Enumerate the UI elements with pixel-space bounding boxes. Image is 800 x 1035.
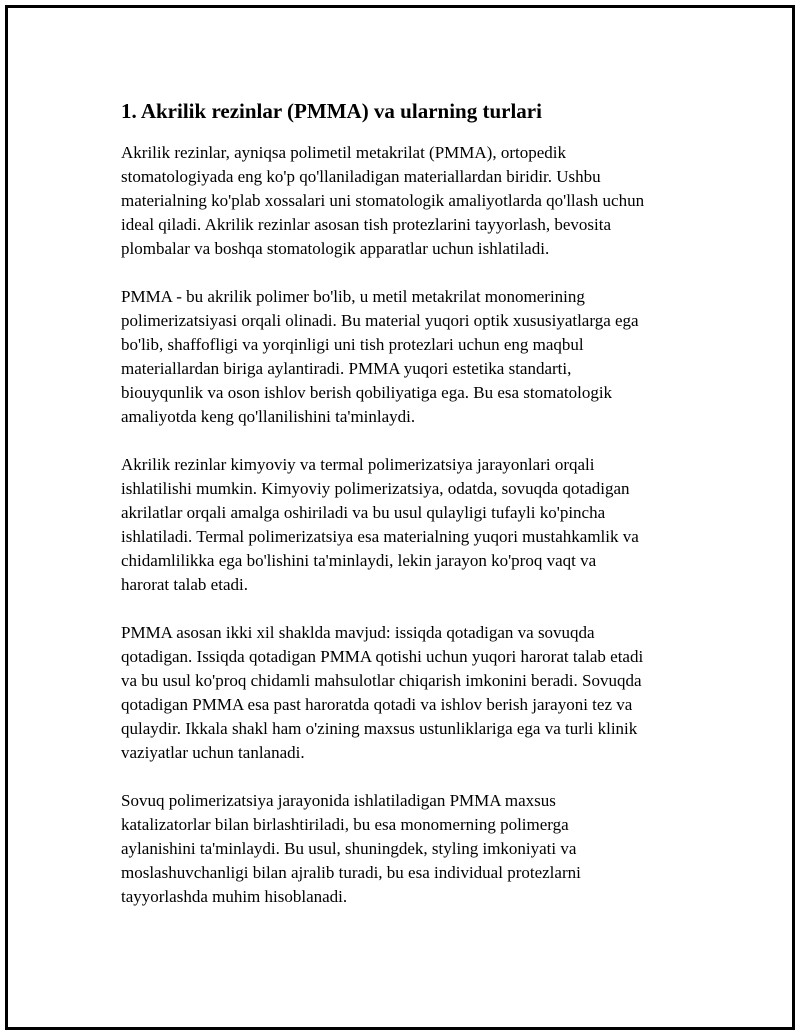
paragraph-line: vaziyatlar uchun tanlanadi.	[121, 743, 305, 762]
paragraph-line: qulaydir. Ikkala shakl ham o'zining maxsus ustunliklariga ega va turli klinik	[121, 719, 638, 738]
paragraph-line: ishlatilishi mumkin. Kimyoviy polimerizatsiya, odatda, sovuqda qotadigan	[121, 479, 630, 498]
paragraph-line: bo'lib, shaffofligi va yorqinligi uni tish protezlari uchun eng maqbul	[121, 335, 584, 354]
paragraph-line: Akrilik rezinlar kimyoviy va termal polimerizatsiya jarayonlari orqali	[121, 455, 595, 474]
paragraph-line: ideal qiladi. Akrilik rezinlar asosan tish protezlarini tayyorlash, bevosita	[121, 215, 612, 234]
paragraph-5	[121, 789, 701, 909]
paragraph-line: akrilatlar orqali amalga oshiriladi va bu usul qulayligi tufayli ko'pincha	[121, 503, 606, 522]
paragraph-line: Akrilik rezinlar, ayniqsa polimetil metakrilat (PMMA), ortopedik	[121, 143, 566, 162]
paragraph-line: polimerizatsiyasi orqali olinadi. Bu material yuqori optik xususiyatlarga ega	[121, 311, 639, 330]
page-frame	[5, 5, 795, 1030]
paragraph-line: moslashuvchanligi bilan ajralib turadi, bu esa individual protezlarni	[121, 863, 581, 882]
paragraph-4	[121, 621, 701, 765]
paragraph-line: PMMA - bu akrilik polimer bo'lib, u metil metakrilat monomerining	[121, 287, 585, 306]
paragraph-2	[121, 285, 701, 429]
paragraph-line: tayyorlashda muhim hisoblanadi.	[121, 887, 348, 906]
paragraph-line: aylanishini ta'minlaydi. Bu usul, shuningdek, styling imkoniyati va	[121, 839, 577, 858]
paragraph-line: qotadigan PMMA esa past haroratda qotadi va ishlov berish jarayoni tez va	[121, 695, 633, 714]
paragraph-line: stomatologiyada eng ko'p qo'llaniladigan materiallardan biridir. Ushbu	[121, 167, 601, 186]
paragraph-line: Sovuq polimerizatsiya jarayonida ishlatiladigan PMMA maxsus	[121, 791, 556, 810]
paragraph-line: chidamlilikka ega bo'lishini ta'minlaydi, lekin jarayon ko'proq vaqt va	[121, 551, 597, 570]
paragraph-line: harorat talab etadi.	[121, 575, 248, 594]
document-body	[121, 98, 701, 933]
paragraph-1	[121, 141, 701, 261]
paragraph-3	[121, 453, 701, 597]
paragraph-line: va bu usul ko'proq chidamli mahsulotlar chiqarish imkonini beradi. Sovuqda	[121, 671, 642, 690]
paragraph-line: plombalar va boshqa stomatologik apparatlar uchun ishlatiladi.	[121, 239, 550, 258]
section-title: 1. Akrilik rezinlar (PMMA) va ularning turlari	[121, 99, 542, 123]
paragraph-line: PMMA asosan ikki xil shaklda mavjud: issiqda qotadigan va sovuqda	[121, 623, 595, 642]
paragraph-line: ishlatiladi. Termal polimerizatsiya esa materialning yuqori mustahkamlik va	[121, 527, 639, 546]
paragraph-line: materiallardan biriga aylantiradi. PMMA yuqori estetika standarti,	[121, 359, 572, 378]
paragraph-line: materialning ko'plab xossalari uni stomatologik amaliyotlarda qo'llash uchun	[121, 191, 645, 210]
paragraph-line: amaliyotda keng qo'llanilishini ta'minlaydi.	[121, 407, 416, 426]
paragraph-line: biouyqunlik va oson ishlov berish qobiliyatiga ega. Bu esa stomatologik	[121, 383, 613, 402]
paragraph-line: qotadigan. Issiqda qotadigan PMMA qotishi uchun yuqori harorat talab etadi	[121, 647, 644, 666]
paragraph-line: katalizatorlar bilan birlashtiriladi, bu esa monomerning polimerga	[121, 815, 569, 834]
